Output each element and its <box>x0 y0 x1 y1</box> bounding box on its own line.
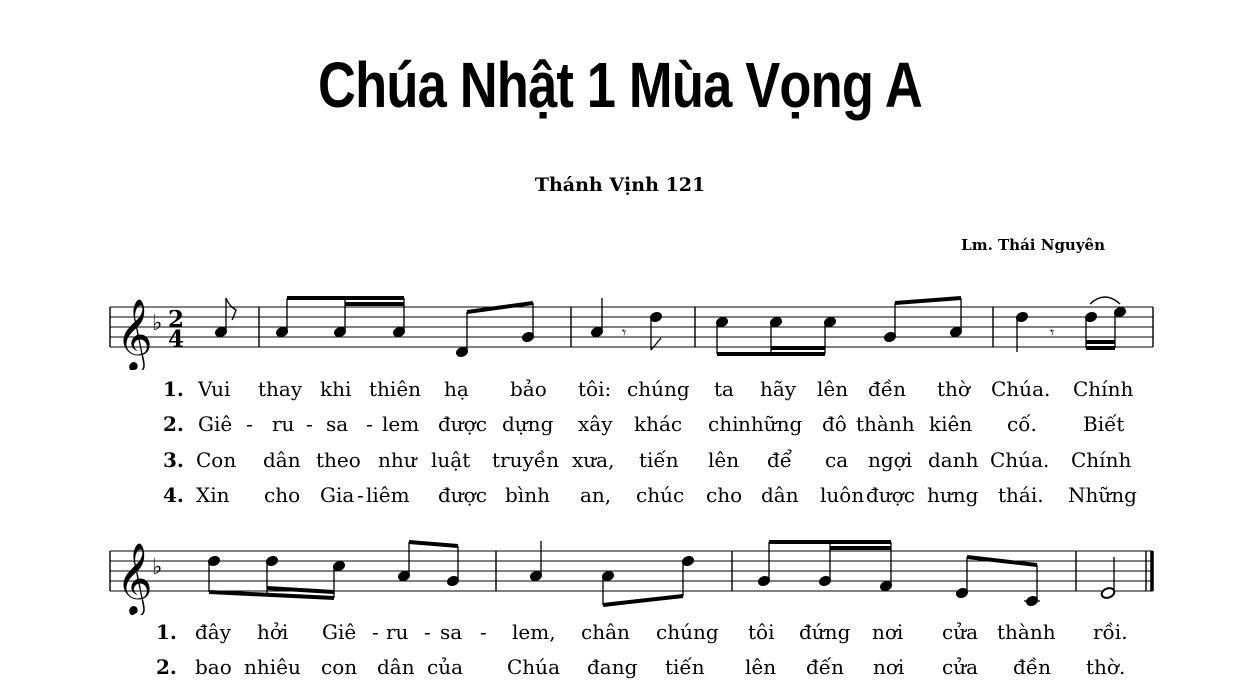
lyric-syllable: khác <box>634 412 683 436</box>
lyric-syllable: Xin <box>196 483 230 507</box>
lyric-syllable: luật <box>431 448 471 472</box>
lyric-syllable: cố. <box>1007 412 1037 436</box>
lyric-syllable: thay <box>258 377 303 401</box>
lyric-verse-2-line-2 <box>0 655 1240 685</box>
verse-number: 1. <box>156 620 177 644</box>
lyric-syllable: của <box>427 655 464 679</box>
lyric-syllable: chân <box>581 620 630 644</box>
lyric-syllable: nơi <box>873 655 905 679</box>
lyric-syllable: ru <box>272 412 295 436</box>
verse-number: 2. <box>156 655 177 679</box>
verse-number: 4. <box>163 483 184 507</box>
lyric-syllable: Chính <box>1071 448 1132 472</box>
lyric-syllable: lem <box>382 412 420 436</box>
lyric-syllable: đứng <box>799 620 851 644</box>
staff-system-2 <box>0 520 1240 615</box>
lyric-syllable: được <box>438 483 487 507</box>
lyric-syllable: - <box>366 412 373 436</box>
lyric-syllable: sa <box>326 412 349 436</box>
lyric-syllable: ru <box>386 620 409 644</box>
lyric-verse-1 <box>0 377 1240 407</box>
lyric-syllable: đô <box>822 412 847 436</box>
composer-credit: Lm. Thái Nguyên <box>961 236 1105 254</box>
lyric-syllable: thành <box>997 620 1056 644</box>
lyric-syllable: tôi: <box>578 377 612 401</box>
lyric-syllable: nhiêu <box>244 655 301 679</box>
lyric-syllable: theo <box>316 448 361 472</box>
lyric-syllable: kiên <box>929 412 973 436</box>
lyric-syllable: Chúa. <box>991 377 1051 401</box>
lyric-syllable: Con <box>196 448 237 472</box>
lyric-syllable: lên <box>708 448 740 472</box>
lyric-syllable: bảo <box>510 377 547 401</box>
lyric-syllable: ngợi <box>868 448 913 472</box>
lyric-syllable: tôi <box>748 620 775 644</box>
lyric-syllable: luôn <box>820 483 865 507</box>
time-signature-bottom: 4 <box>168 326 185 353</box>
treble-clef-icon: 𝄞 <box>116 541 153 614</box>
lyric-syllable: được <box>438 412 487 436</box>
lyric-syllable: ca <box>825 448 849 472</box>
lyric-syllable: - <box>372 620 379 644</box>
lyric-syllable: bao <box>195 655 232 679</box>
lyric-syllable: truyền <box>492 448 559 472</box>
lyric-syllable: - <box>306 412 313 436</box>
lyric-syllable: thờ <box>937 377 970 401</box>
lyric-syllable: được <box>866 483 915 507</box>
lyric-syllable: hởi <box>257 620 289 644</box>
lyric-syllable: lên <box>745 655 777 679</box>
lyric-syllable: Giê <box>198 412 233 436</box>
lyric-verse-2 <box>0 412 1240 442</box>
lyric-syllable: tiến <box>665 655 705 679</box>
lyric-syllable: Chúa. <box>990 448 1050 472</box>
lyric-syllable: bình <box>505 483 550 507</box>
lyric-syllable: Chúa <box>507 655 560 679</box>
lyric-syllable: đang <box>587 655 638 679</box>
page-title: Chúa Nhật 1 Mùa Vọng A <box>318 49 922 121</box>
lyric-syllable: tiến <box>639 448 679 472</box>
lyric-verse-4 <box>0 483 1240 513</box>
lyric-syllable: - <box>246 412 253 436</box>
lyric-syllable: thành <box>856 412 915 436</box>
lyric-syllable: xây <box>578 412 613 436</box>
lyric-syllable: chúng <box>656 620 719 644</box>
verse-number: 3. <box>163 448 184 472</box>
svg-text:𝄾: 𝄾 <box>1050 323 1055 342</box>
lyric-syllable: nơi <box>872 620 904 644</box>
lyric-verse-1-line-2 <box>0 620 1240 650</box>
lyric-syllable: cho <box>264 483 301 507</box>
lyric-syllable: đền <box>868 377 906 401</box>
lyric-syllable: cho <box>706 483 743 507</box>
lyric-syllable: dân <box>377 655 415 679</box>
lyric-syllable: Gia <box>320 483 355 507</box>
lyric-syllable: danh <box>928 448 979 472</box>
flat-key-signature-icon: ♭ <box>152 555 163 580</box>
lyric-syllable: đây <box>195 620 232 644</box>
lyric-syllable: xưa, <box>572 448 615 472</box>
staff-system-1 <box>0 280 1240 370</box>
lyric-syllable: thiên <box>369 377 422 401</box>
verse-number: 2. <box>163 412 184 436</box>
lyric-syllable: Những <box>1068 483 1137 507</box>
lyric-syllable: - <box>357 483 364 507</box>
svg-text:𝄾: 𝄾 <box>622 323 627 342</box>
lyric-syllable: chúc <box>636 483 685 507</box>
lyric-syllable: chi <box>708 412 739 436</box>
lyric-syllable: thờ. <box>1086 655 1126 679</box>
lyric-syllable: khi <box>320 377 352 401</box>
lyric-syllable: rồi. <box>1093 620 1128 644</box>
lyric-syllable: để <box>767 448 793 472</box>
lyric-syllable: an, <box>580 483 612 507</box>
lyric-syllable: hạ <box>444 377 469 401</box>
lyric-syllable: thái. <box>998 483 1044 507</box>
lyric-verse-3 <box>0 448 1240 478</box>
lyric-syllable: sa <box>440 620 463 644</box>
lyric-syllable: lem, <box>512 620 556 644</box>
lyric-syllable: Giê <box>322 620 357 644</box>
verse-number: 1. <box>163 377 184 401</box>
lyric-syllable: chúng <box>627 377 690 401</box>
lyric-syllable: - <box>480 620 487 644</box>
lyric-syllable: Vui <box>198 377 231 401</box>
lyric-syllable: lên <box>817 377 849 401</box>
lyric-syllable: dựng <box>502 412 554 436</box>
lyric-syllable: con <box>321 655 358 679</box>
lyric-syllable: hãy <box>760 377 797 401</box>
lyric-syllable: cửa <box>942 620 979 644</box>
lyric-syllable: như <box>378 448 417 472</box>
lyric-syllable: Chính <box>1073 377 1134 401</box>
lyric-syllable: ta <box>714 377 734 401</box>
lyric-syllable: cửa <box>942 655 979 679</box>
flat-key-signature-icon: ♭ <box>152 311 163 336</box>
lyric-syllable: dân <box>761 483 799 507</box>
lyric-syllable: liêm <box>366 483 410 507</box>
lyric-syllable: dân <box>263 448 301 472</box>
lyric-syllable: những <box>738 412 803 436</box>
lyric-syllable: hưng <box>927 483 979 507</box>
psalm-subtitle: Thánh Vịnh 121 <box>534 174 706 196</box>
lyric-syllable: đền <box>1013 655 1051 679</box>
lyric-syllable: - <box>424 620 431 644</box>
lyric-syllable: đến <box>806 655 844 679</box>
treble-clef-icon: 𝄞 <box>116 297 153 370</box>
time-signature-top: 2 <box>168 306 185 333</box>
lyric-syllable: Biết <box>1083 412 1125 436</box>
